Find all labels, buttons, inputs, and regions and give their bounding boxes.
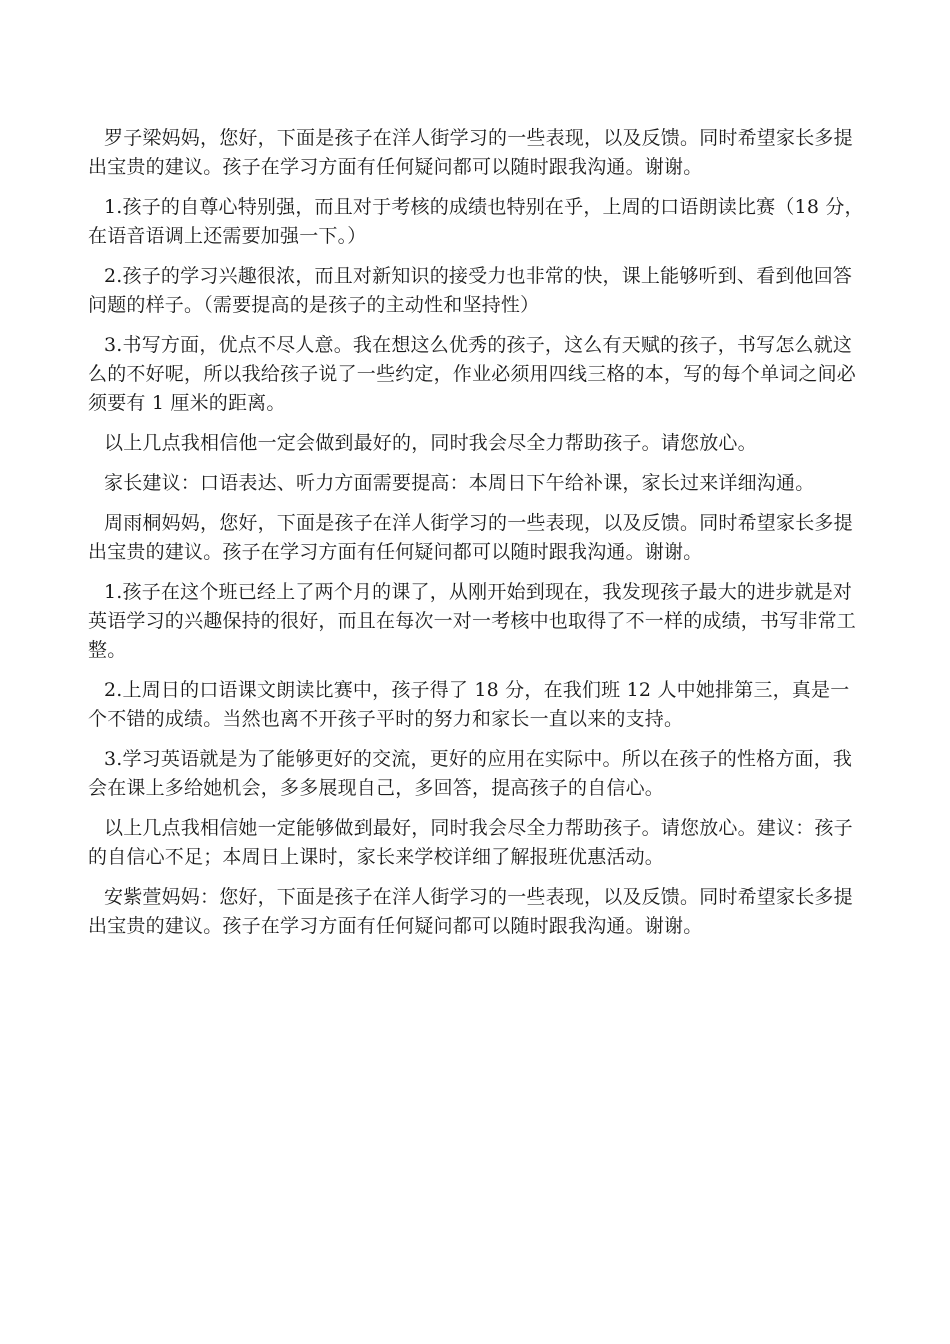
paragraph-greeting-zhou: 周雨桐妈妈，您好，下面是孩子在洋人街学习的一些表现，以及反馈。同时希望家长多提出宝贵的建议。孩子在学习方面有任何疑问都可以随时跟我沟通。谢谢。 bbox=[88, 512, 853, 563]
paragraph-zhou-point-3: 3.学习英语就是为了能够更好的交流，更好的应用在实际中。所以在孩子的性格方面，我会在课上多给她机会，多多展现自己，多回答，提高孩子的自信心。 bbox=[88, 748, 853, 799]
paragraph-zhou-closing: 以上几点我相信她一定能够做到最好，同时我会尽全力帮助孩子。请您放心。建议：孩子的自信心不足；本周日上课时，家长来学校详细了解报班优惠活动。 bbox=[88, 817, 853, 868]
document-body bbox=[88, 124, 866, 952]
paragraph-luo-point-2: 2.孩子的学习兴趣很浓，而且对新知识的接受力也非常的快，课上能够听到、看到他回答问题的样子。（需要提高的是孩子的主动性和坚持性） bbox=[88, 265, 853, 316]
paragraph-zhou-point-2: 2.上周日的口语课文朗读比赛中，孩子得了 18 分，在我们班 12 人中她排第三，真是一个不错的成绩。当然也离不开孩子平时的努力和家长一直以来的支持。 bbox=[88, 679, 850, 730]
paragraph-greeting-luo: 罗子梁妈妈，您好，下面是孩子在洋人街学习的一些表现，以及反馈。同时希望家长多提出宝贵的建议。孩子在学习方面有任何疑问都可以随时跟我沟通。谢谢。 bbox=[88, 127, 853, 178]
paragraph-luo-point-3: 3.书写方面，优点不尽人意。我在想这么优秀的孩子，这么有天赋的孩子，书写怎么就这么的不好呢，所以我给孩子说了一些约定，作业必须用四线三格的本，写的每个单词之间必须要有 1 厘米的距离。 bbox=[88, 334, 857, 414]
paragraph-greeting-an: 安紫萱妈妈：您好，下面是孩子在洋人街学习的一些表现，以及反馈。同时希望家长多提出宝贵的建议。孩子在学习方面有任何疑问都可以随时跟我沟通。谢谢。 bbox=[88, 886, 853, 937]
paragraph-luo-suggestion: 家长建议：口语表达、听力方面需要提高：本周日下午给补课，家长过来详细沟通。 bbox=[104, 472, 815, 494]
paragraph-zhou-point-1: 1.孩子在这个班已经上了两个月的课了，从刚开始到现在，我发现孩子最大的进步就是对英语学习的兴趣保持的很好，而且在每次一对一考核中也取得了不一样的成绩，书写非常工整。 bbox=[88, 581, 857, 661]
paragraph-luo-closing: 以上几点我相信他一定会做到最好的，同时我会尽全力帮助孩子。请您放心。 bbox=[104, 432, 757, 454]
paragraph-luo-point-1: 1.孩子的自尊心特别强，而且对于考核的成绩也特别在乎，上周的口语朗读比赛（18 分，在语音语调上还需要加强一下。） bbox=[88, 196, 864, 247]
